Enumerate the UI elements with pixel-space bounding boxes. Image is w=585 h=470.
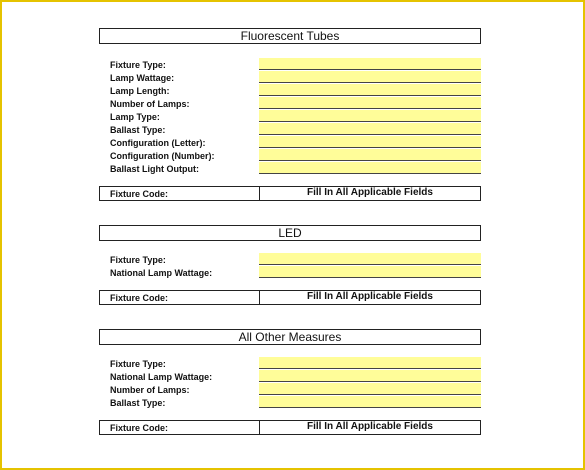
field-label: Fixture Type: <box>110 255 166 265</box>
field-input[interactable] <box>259 266 481 278</box>
section-title-led: LED <box>99 225 481 241</box>
fixture-code-row <box>99 186 481 201</box>
fixture-code-row <box>99 290 481 305</box>
fixture-code-value[interactable]: Fill In All Applicable Fields <box>307 291 433 302</box>
field-input[interactable] <box>259 383 481 395</box>
field-label: Configuration (Number): <box>110 151 215 161</box>
field-input[interactable] <box>259 253 481 265</box>
fixture-code-value[interactable]: Fill In All Applicable Fields <box>307 187 433 198</box>
field-input[interactable] <box>259 357 481 369</box>
field-label: Fixture Type: <box>110 359 166 369</box>
section-title-other-measures: All Other Measures <box>99 329 481 345</box>
field-label: National Lamp Wattage: <box>110 372 213 382</box>
field-label: Number of Lamps: <box>110 99 190 109</box>
field-input[interactable] <box>259 123 481 135</box>
field-input[interactable] <box>259 136 481 148</box>
field-label: Lamp Length: <box>110 86 170 96</box>
field-label: Number of Lamps: <box>110 385 190 395</box>
field-label: Lamp Type: <box>110 112 160 122</box>
fixture-code-label: Fixture Code: <box>110 293 169 303</box>
field-label: Lamp Wattage: <box>110 73 175 83</box>
field-label: Configuration (Letter): <box>110 138 206 148</box>
field-input[interactable] <box>259 71 481 83</box>
field-input[interactable] <box>259 110 481 122</box>
field-label: Ballast Type: <box>110 125 166 135</box>
fixture-code-label: Fixture Code: <box>110 423 169 433</box>
field-input[interactable] <box>259 149 481 161</box>
field-input[interactable] <box>259 396 481 408</box>
section-title-fluorescent: Fluorescent Tubes <box>99 28 481 44</box>
fixture-code-value[interactable]: Fill In All Applicable Fields <box>307 421 433 432</box>
field-input[interactable] <box>259 162 481 174</box>
field-input[interactable] <box>259 370 481 382</box>
field-label: Fixture Type: <box>110 60 166 70</box>
field-label: National Lamp Wattage: <box>110 268 213 278</box>
field-label: Ballast Light Output: <box>110 164 199 174</box>
field-input[interactable] <box>259 58 481 70</box>
fixture-code-label: Fixture Code: <box>110 189 169 199</box>
fixture-code-row <box>99 420 481 435</box>
field-input[interactable] <box>259 84 481 96</box>
field-input[interactable] <box>259 97 481 109</box>
field-label: Ballast Type: <box>110 398 166 408</box>
